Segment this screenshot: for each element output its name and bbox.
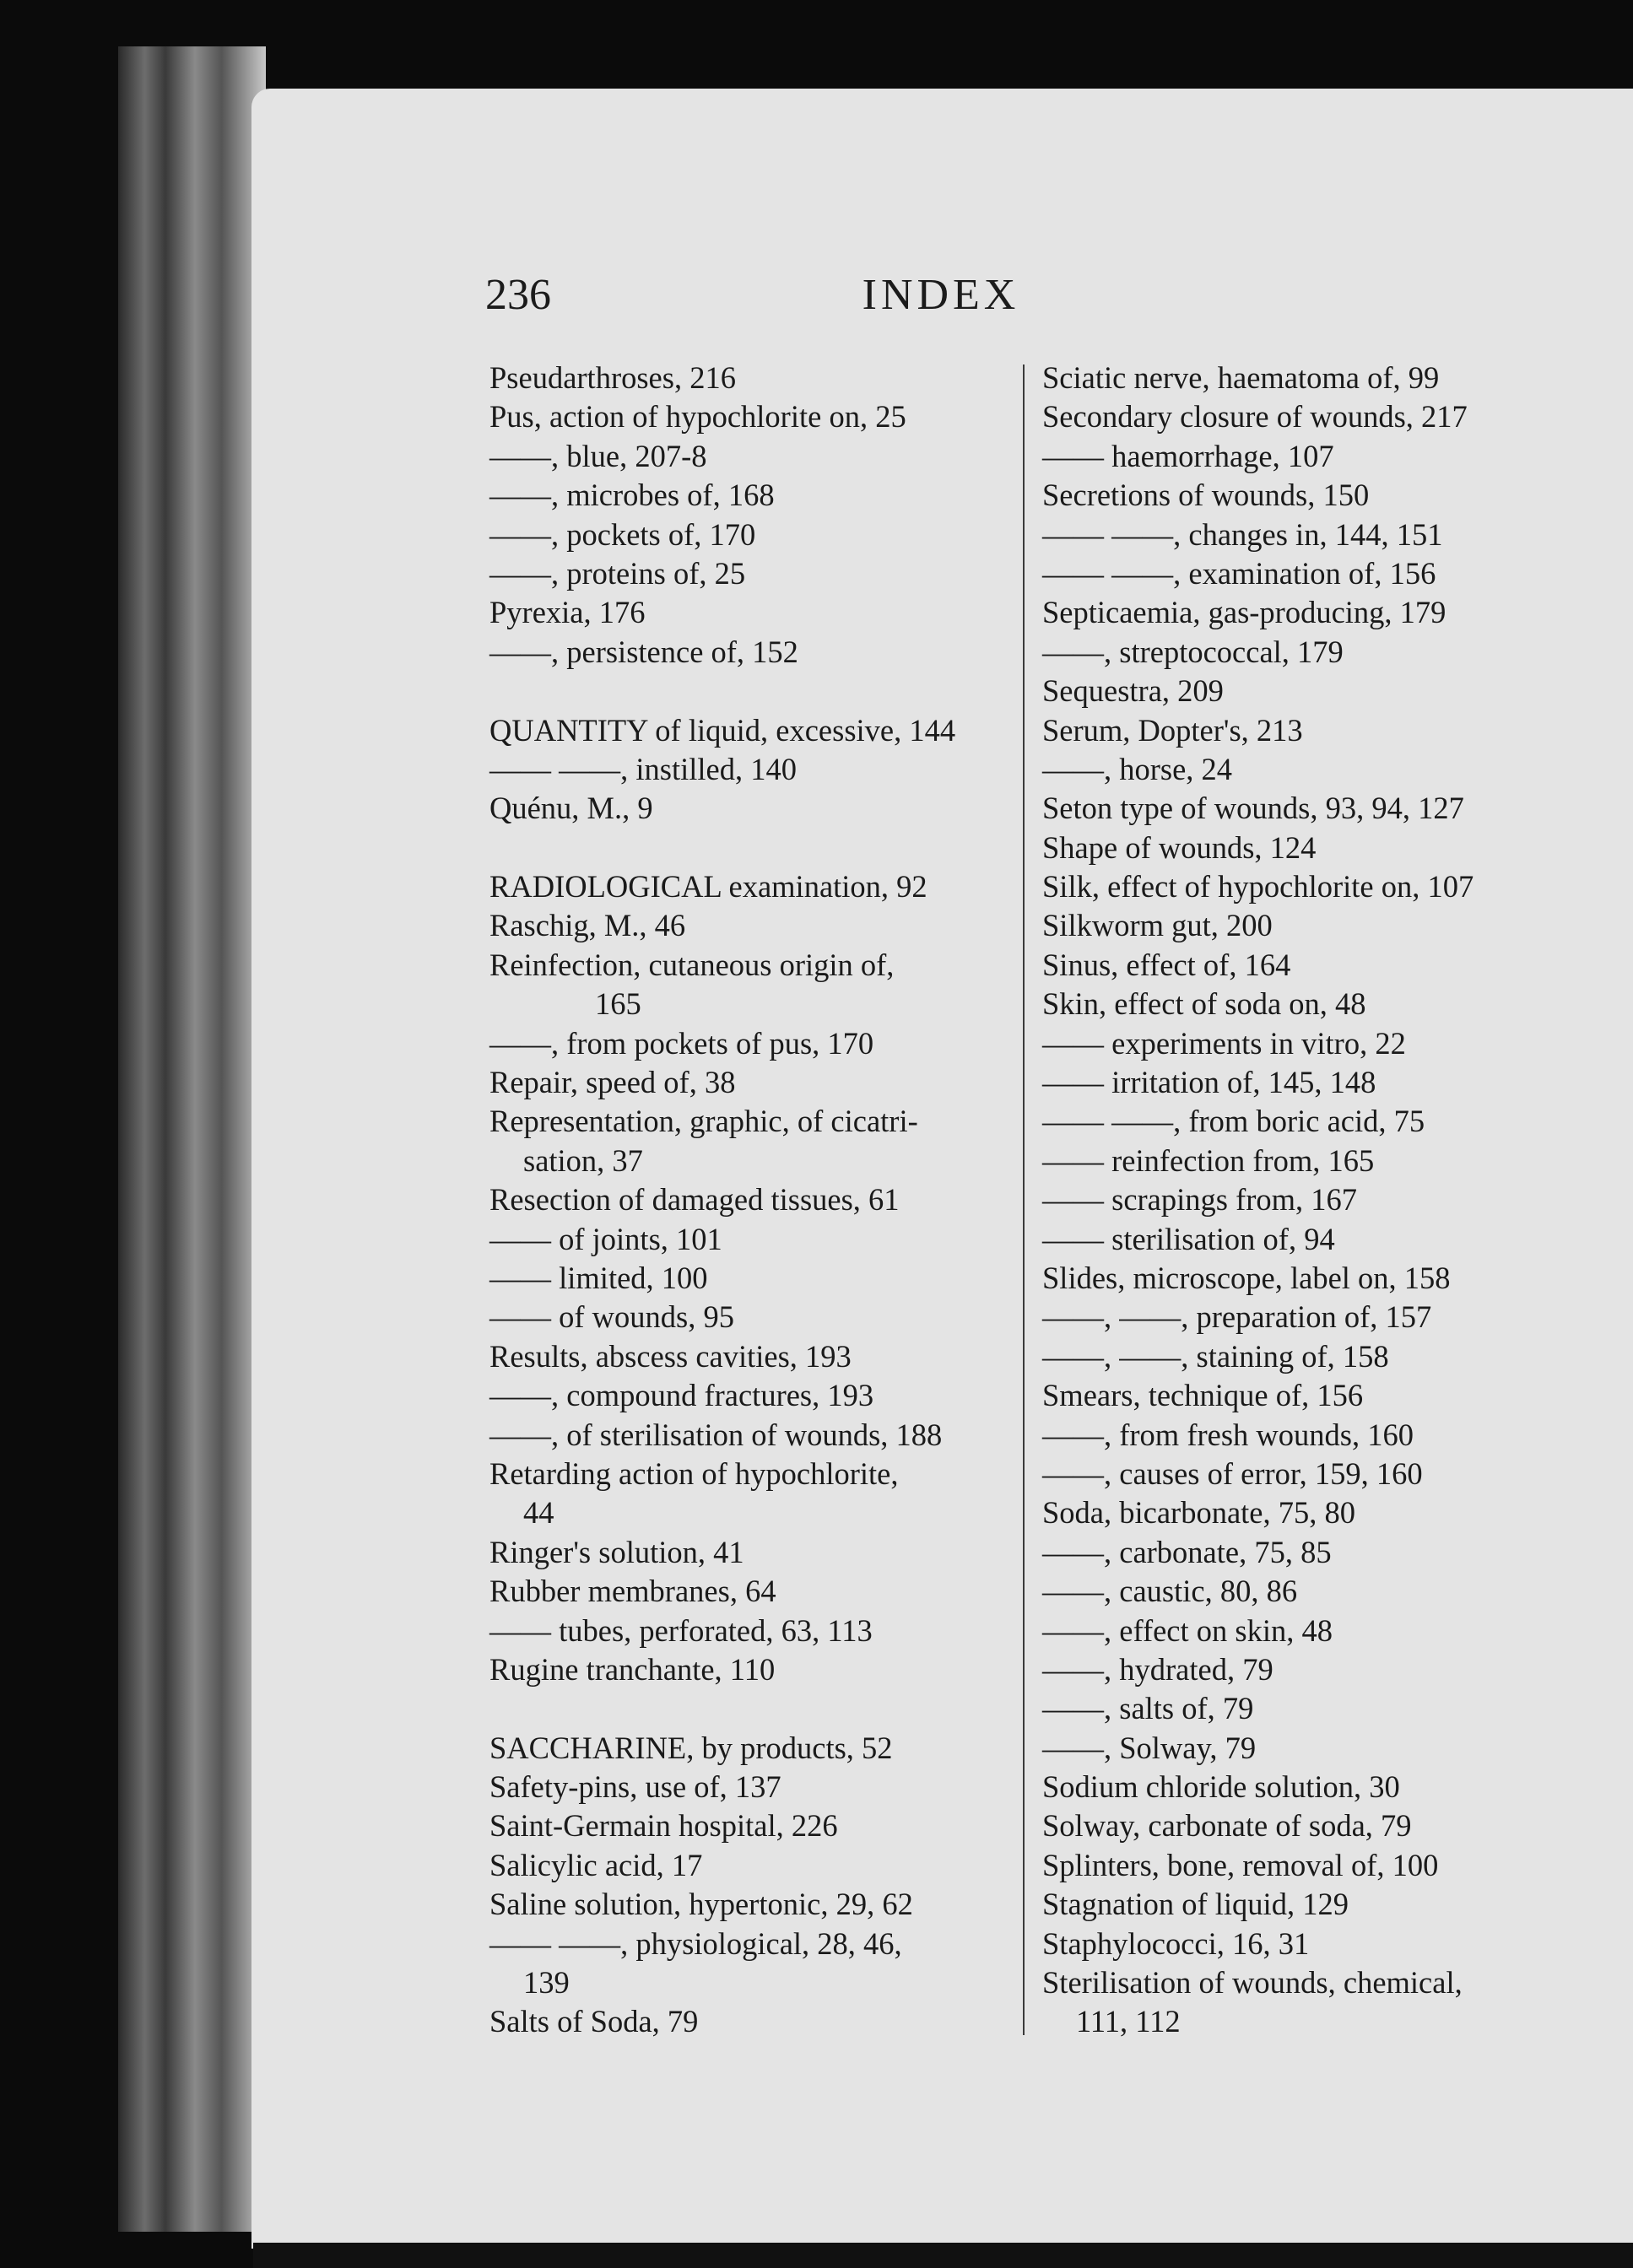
index-entry: Pyrexia, 176: [489, 595, 646, 630]
index-entry: Rubber membranes, 64: [489, 1574, 776, 1609]
index-entry: ——, ——, preparation of, 157: [1042, 1299, 1432, 1335]
index-entry: 139: [523, 1965, 570, 2001]
index-entry: Smears, technique of, 156: [1042, 1378, 1364, 1413]
index-entry: ——, of sterilisation of wounds, 188: [489, 1417, 943, 1452]
index-entry: Raschig, M., 46: [489, 908, 686, 943]
book-spine-edge: [118, 46, 266, 2232]
index-entry: —— of joints, 101: [489, 1221, 722, 1256]
index-entry: Sequestra, 209: [1042, 673, 1224, 709]
index-spacer: [489, 1689, 1004, 1728]
page-number: 236: [485, 271, 551, 319]
index-entry: Saline solution, hypertonic, 29, 62: [489, 1887, 913, 1922]
index-entry: sation, 37: [523, 1142, 643, 1178]
index-entry: Repair, speed of, 38: [489, 1065, 736, 1100]
index-entry: Serum, Dopter's, 213: [1042, 712, 1303, 748]
index-entry: ——, effect on skin, 48: [1042, 1612, 1333, 1648]
index-entry: —— ——, physiological, 28, 46,: [489, 1925, 902, 1961]
index-entry: Sciatic nerve, haematoma of, 99: [1042, 360, 1440, 395]
index-entry: —— sterilisation of, 94: [1042, 1221, 1335, 1256]
index-entry: Safety-pins, use of, 137: [489, 1769, 781, 1805]
index-entry: —— ——, examination of, 156: [1042, 555, 1436, 591]
index-entry: —— irritation of, 145, 148: [1042, 1065, 1376, 1100]
index-entry: ——, Solway, 79: [1042, 1730, 1257, 1765]
index-entry: ——, caustic, 80, 86: [1042, 1574, 1298, 1609]
index-entry: Solway, carbonate of soda, 79: [1042, 1808, 1412, 1844]
index-entry: Quénu, M., 9: [489, 791, 653, 826]
index-entry: ——, from pockets of pus, 170: [489, 1025, 874, 1061]
index-entry: Retarding action of hypochlorite,: [489, 1455, 899, 1491]
index-entry: ——, blue, 207-8: [489, 438, 707, 473]
index-entry: Slides, microscope, label on, 158: [1042, 1260, 1451, 1295]
index-entry: —— limited, 100: [489, 1260, 708, 1295]
index-entry: Rugine tranchante, 110: [489, 1651, 776, 1687]
index-column-right: [1042, 359, 1565, 2042]
index-entry: QUANTITY of liquid, excessive, 144: [489, 712, 956, 748]
index-entry: Sinus, effect of, 164: [1042, 947, 1291, 982]
index-entry: Saint-Germain hospital, 226: [489, 1808, 838, 1844]
index-entry: —— ——, instilled, 140: [489, 751, 797, 786]
index-entry: Silkworm gut, 200: [1042, 908, 1273, 943]
index-entry: —— haemorrhage, 107: [1042, 438, 1334, 473]
index-entry: ——, from fresh wounds, 160: [1042, 1417, 1414, 1452]
index-entry: Silk, effect of hypochlorite on, 107: [1042, 869, 1474, 904]
index-entry: ——, compound fractures, 193: [489, 1378, 874, 1413]
index-entry: ——, salts of, 79: [1042, 1691, 1254, 1726]
index-entry: —— ——, changes in, 144, 151: [1042, 516, 1443, 552]
index-entry: ——, pockets of, 170: [489, 516, 756, 552]
index-entry: Pus, action of hypochlorite on, 25: [489, 399, 906, 435]
index-entry: 44: [523, 1495, 554, 1531]
index-entry: Ringer's solution, 41: [489, 1534, 744, 1569]
index-entry: ——, hydrated, 79: [1042, 1651, 1273, 1687]
index-entry: —— reinfection from, 165: [1042, 1142, 1375, 1178]
index-entry: —— scrapings from, 167: [1042, 1182, 1358, 1218]
index-entry: Seton type of wounds, 93, 94, 127: [1042, 791, 1464, 826]
index-entry: Secretions of wounds, 150: [1042, 478, 1370, 513]
index-entry: Secondary closure of wounds, 217: [1042, 399, 1468, 435]
index-entry: —— experiments in vitro, 22: [1042, 1025, 1406, 1061]
index-entry: Soda, bicarbonate, 75, 80: [1042, 1495, 1355, 1531]
index-entry: Pseudarthroses, 216: [489, 360, 736, 395]
index-entry: Sterilisation of wounds, chemical,: [1042, 1965, 1463, 2001]
index-entry: ——, causes of error, 159, 160: [1042, 1455, 1423, 1491]
index-entry: ——, horse, 24: [1042, 751, 1233, 786]
index-entry: Staphylococci, 16, 31: [1042, 1925, 1310, 1961]
page-header: [485, 270, 1397, 321]
index-entry: —— tubes, perforated, 63, 113: [489, 1612, 873, 1648]
index-entry: ——, proteins of, 25: [489, 555, 746, 591]
column-divider: [1023, 364, 1025, 2035]
index-entry: Salts of Soda, 79: [489, 2004, 699, 2039]
index-entry: 165: [595, 986, 641, 1022]
index-entry: Stagnation of liquid, 129: [1042, 1887, 1349, 1922]
index-entry: Skin, effect of soda on, 48: [1042, 986, 1366, 1022]
index-entry: Results, abscess cavities, 193: [489, 1338, 852, 1374]
index-entry: Representation, graphic, of cicatri-: [489, 1104, 918, 1139]
index-entry: Reinfection, cutaneous origin of,: [489, 947, 895, 982]
index-entry: Resection of damaged tissues, 61: [489, 1182, 900, 1218]
index-entry: —— of wounds, 95: [489, 1299, 734, 1335]
index-entry: ——, persistence of, 152: [489, 634, 798, 669]
index-entry: 111, 112: [1076, 2004, 1181, 2039]
index-entry: ——, carbonate, 75, 85: [1042, 1534, 1332, 1569]
index-spacer: [489, 672, 1004, 710]
index-entry: Shape of wounds, 124: [1042, 829, 1317, 865]
index-entry: Septicaemia, gas-producing, 179: [1042, 595, 1446, 630]
page-bottom-shadow: [253, 2243, 1633, 2268]
index-spacer: [489, 829, 1004, 867]
page-title: INDEX: [862, 271, 1020, 319]
index-entry: Sodium chloride solution, 30: [1042, 1769, 1400, 1805]
index-entry: SACCHARINE, by products, 52: [489, 1730, 893, 1765]
index-entry: ——, streptococcal, 179: [1042, 634, 1344, 669]
index-entry: —— ——, from boric acid, 75: [1042, 1104, 1425, 1139]
index-entry: ——, microbes of, 168: [489, 478, 775, 513]
index-column-left: [489, 359, 1004, 2042]
index-entry: Salicylic acid, 17: [489, 1847, 703, 1882]
index-entry: ——, ——, staining of, 158: [1042, 1338, 1389, 1374]
index-entry: Splinters, bone, removal of, 100: [1042, 1847, 1439, 1882]
index-entry: RADIOLOGICAL examination, 92: [489, 869, 927, 904]
